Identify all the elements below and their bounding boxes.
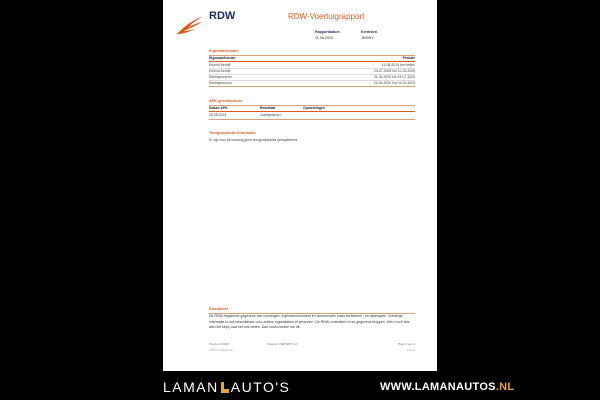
plate-value: J849NV (361, 36, 374, 40)
owner-row-3-owner: Rechtspersoon (209, 75, 232, 79)
apk-row-1-result: Goedgekeurd (260, 113, 281, 117)
owners-header-rule (209, 61, 415, 62)
website-main: WWW.LAMANAUTOS (380, 381, 496, 393)
owner-row-1-period: 11-08-2025 t/m heden (381, 63, 415, 67)
apk-bottom-rule (209, 119, 415, 120)
report-date-value: 11-08-2025 (315, 36, 334, 40)
recall-text: Er zijn voor dit voertuig geen terugroepacties geregistreerd (209, 138, 298, 142)
dealer-brand-left: LAMAN (163, 379, 219, 395)
disclaimer-title: Disclaimer (209, 307, 229, 311)
apk-header-rule (209, 111, 415, 112)
owner-row-2-owner: Erkend Bedrijf (209, 69, 231, 73)
owners-col-owner: Eigenaar/houder (209, 56, 236, 60)
report-title: RDW-Voertuigrapport (288, 12, 365, 21)
recall-section-title: Terugroepactie informatie (209, 131, 256, 135)
footer-phone: Telefoon 088 00870 47 (267, 342, 298, 346)
disclaimer-text: De RDW registreert gegevens van voertuigen, eigenaren/houders en documenten zoals kentekens - en rijbewijzen. Sommige informatie is ook beschikbaar voor andere organisaties of personen. De RDW controleert of de gegevens kloppen. Ziet u toch iets wat niet klopt, laat het ons weten. Dan onderzoeken we dit. (209, 314, 410, 330)
report-page (163, 0, 437, 371)
apk-col-result: Resultaat (260, 106, 276, 110)
rdw-brand-name: RDW (209, 10, 236, 22)
apk-row-1-date: 26-08-2024 (209, 113, 227, 117)
owners-rule (209, 55, 415, 56)
owner-row-4-owner: Rechtspersoon (209, 81, 232, 85)
brand-l-mark-icon (220, 382, 230, 393)
rdw-feather-logo-icon (175, 14, 205, 36)
plate-label: Kenteken (361, 30, 378, 34)
dealer-website[interactable] (380, 381, 514, 393)
footer-city: 2700 KS Zoetermeer (209, 349, 234, 352)
owner-row-4-period: 24-09-2020 t/m 01-06-2024 (373, 81, 415, 85)
apk-col-date: Datum APK (209, 106, 228, 110)
owners-bottom-rule (209, 86, 415, 87)
owners-section-title: Eigenaar/houder (209, 49, 239, 53)
owner-row-2-period: 24-07-2025 t/m 11-08-2025 (373, 69, 415, 73)
owner-row-3-period: 01-06-2024 t/m 24-07-2025 (373, 75, 415, 79)
apk-col-notes: Opmerkingen (303, 106, 325, 110)
owner-row-1-owner: Erkend Bedrijf (209, 63, 231, 67)
footer-address: Postbus 30000 (209, 342, 230, 346)
report-date-label: Rapportdatum (315, 30, 340, 34)
footer-version: 1.0.0.0 (407, 349, 415, 352)
dealer-brand-right: AUTO'S (230, 379, 291, 395)
apk-section-title: APK geschiedenis (209, 99, 243, 103)
footer-page-number: Blad 1 van 1 (398, 342, 415, 346)
website-tld: .NL (495, 381, 515, 393)
owners-col-period: Periode (402, 56, 415, 60)
dealer-brand (163, 379, 290, 395)
